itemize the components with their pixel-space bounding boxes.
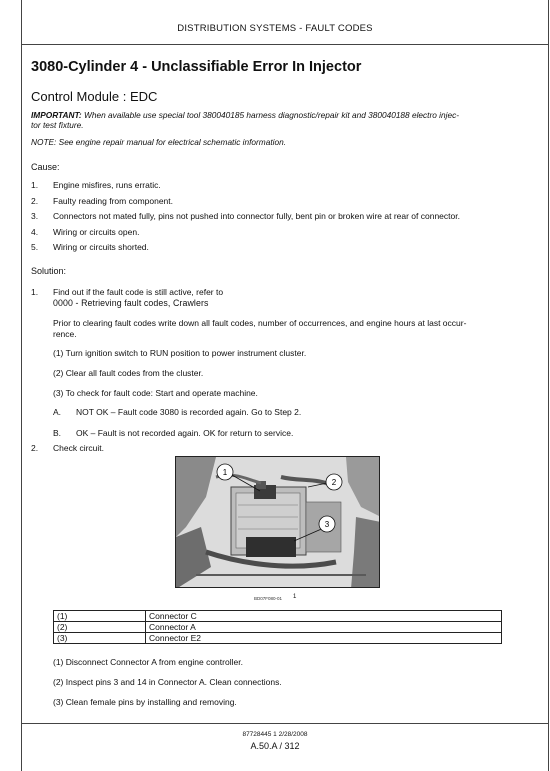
control-module-label: Control Module : EDC — [31, 89, 158, 104]
cause-list — [31, 180, 511, 258]
connector-name: Connector C — [146, 611, 502, 622]
cause-heading: Cause: — [31, 162, 60, 172]
connector-name: Connector A — [146, 622, 502, 633]
connector-ref: (3) — [54, 633, 146, 644]
schematic-note: NOTE: See engine repair manual for electrical schematic information. — [31, 137, 287, 147]
list-number: 2. — [31, 195, 39, 206]
callout-1: 1 — [222, 468, 228, 477]
step-1-prior-text — [53, 318, 508, 340]
list-text: Wiring or circuits shorted. — [53, 242, 149, 252]
after-step-3: (3) Clean female pins by installing and removing. — [53, 697, 237, 707]
important-note — [31, 110, 506, 130]
option-a-label: A. — [53, 407, 62, 417]
list-text: Connectors not mated fully, pins not pushed into connector fully, bent pin or broken wire at rear of connector. — [53, 211, 460, 221]
step-2-text: Check circuit. — [53, 443, 105, 453]
callout-3: 3 — [324, 520, 330, 529]
engine-photo-illustration — [176, 457, 380, 588]
connector-ref: (1) — [54, 611, 146, 622]
list-item — [31, 227, 511, 243]
connector-table — [53, 610, 502, 644]
prior-line1: Prior to clearing fault codes write down all fault codes, number of occurrences, and engine hours at last occur- — [53, 318, 467, 328]
retrieving-fault-codes-link[interactable]: 0000 - Retrieving fault codes, Crawlers — [53, 298, 209, 308]
solution-heading: Solution: — [31, 266, 67, 276]
list-item — [31, 242, 511, 258]
step-1-sub-3: (3) To check for fault code: Start and operate machine. — [53, 388, 258, 398]
figure-caption-code: BD07F080-01 — [254, 596, 283, 601]
list-item — [31, 211, 511, 227]
callout-2: 2 — [331, 478, 337, 487]
page-header: DISTRIBUTION SYSTEMS - FAULT CODES — [177, 23, 373, 34]
step-1-number: 1. — [31, 287, 39, 297]
step-1-line: Find out if the fault code is still active, refer to — [53, 287, 224, 297]
page-title: 3080-Cylinder 4 - Unclassifiable Error In Injector — [31, 59, 362, 75]
step-1-sub-1: (1) Turn ignition switch to RUN position to power instrument cluster. — [53, 348, 307, 358]
header-rule — [21, 44, 549, 45]
option-b-text: OK – Fault is not recorded again. OK for return to service. — [76, 428, 294, 438]
important-text-line2: tor test fixture. — [31, 120, 84, 130]
engine-controller-figure — [175, 456, 380, 588]
list-number: 1. — [31, 180, 39, 190]
table-row — [54, 633, 502, 644]
step-1-text — [53, 287, 508, 309]
after-step-1: (1) Disconnect Connector A from engine controller. — [53, 657, 243, 667]
important-label: IMPORTANT: — [31, 110, 82, 120]
connector-name: Connector E2 — [146, 633, 502, 644]
footer-doc-ref: 87728445 1 2/28/2008 — [242, 731, 308, 738]
list-text: Engine misfires, runs erratic. — [53, 180, 161, 190]
table-row — [54, 622, 502, 633]
footer-rule — [21, 723, 549, 724]
option-a-text: NOT OK – Fault code 3080 is recorded again. Go to Step 2. — [76, 407, 302, 417]
list-item — [31, 196, 511, 212]
figure-caption-number: 1 — [293, 594, 297, 600]
list-number: 4. — [31, 226, 39, 237]
option-b-label: B. — [53, 428, 62, 438]
list-text: Wiring or circuits open. — [53, 226, 140, 237]
prior-line2: rence. — [53, 329, 77, 339]
table-row — [54, 611, 502, 622]
after-step-2: (2) Inspect pins 3 and 14 in Connector A. Clean connections. — [53, 677, 282, 687]
list-text: Faulty reading from component. — [53, 195, 174, 206]
list-item — [31, 180, 511, 196]
footer-page-number: A.50.A / 312 — [250, 741, 300, 751]
step-1-sub-2: (2) Clear all fault codes from the cluster. — [53, 368, 204, 378]
connector-ref: (2) — [54, 622, 146, 633]
list-number: 5. — [31, 242, 39, 252]
step-2-number: 2. — [31, 443, 39, 453]
list-number: 3. — [31, 211, 39, 221]
important-text-line1: When available use special tool 380040185 harness diagnostic/repair kit and 380040188 electro injec- — [81, 110, 459, 120]
